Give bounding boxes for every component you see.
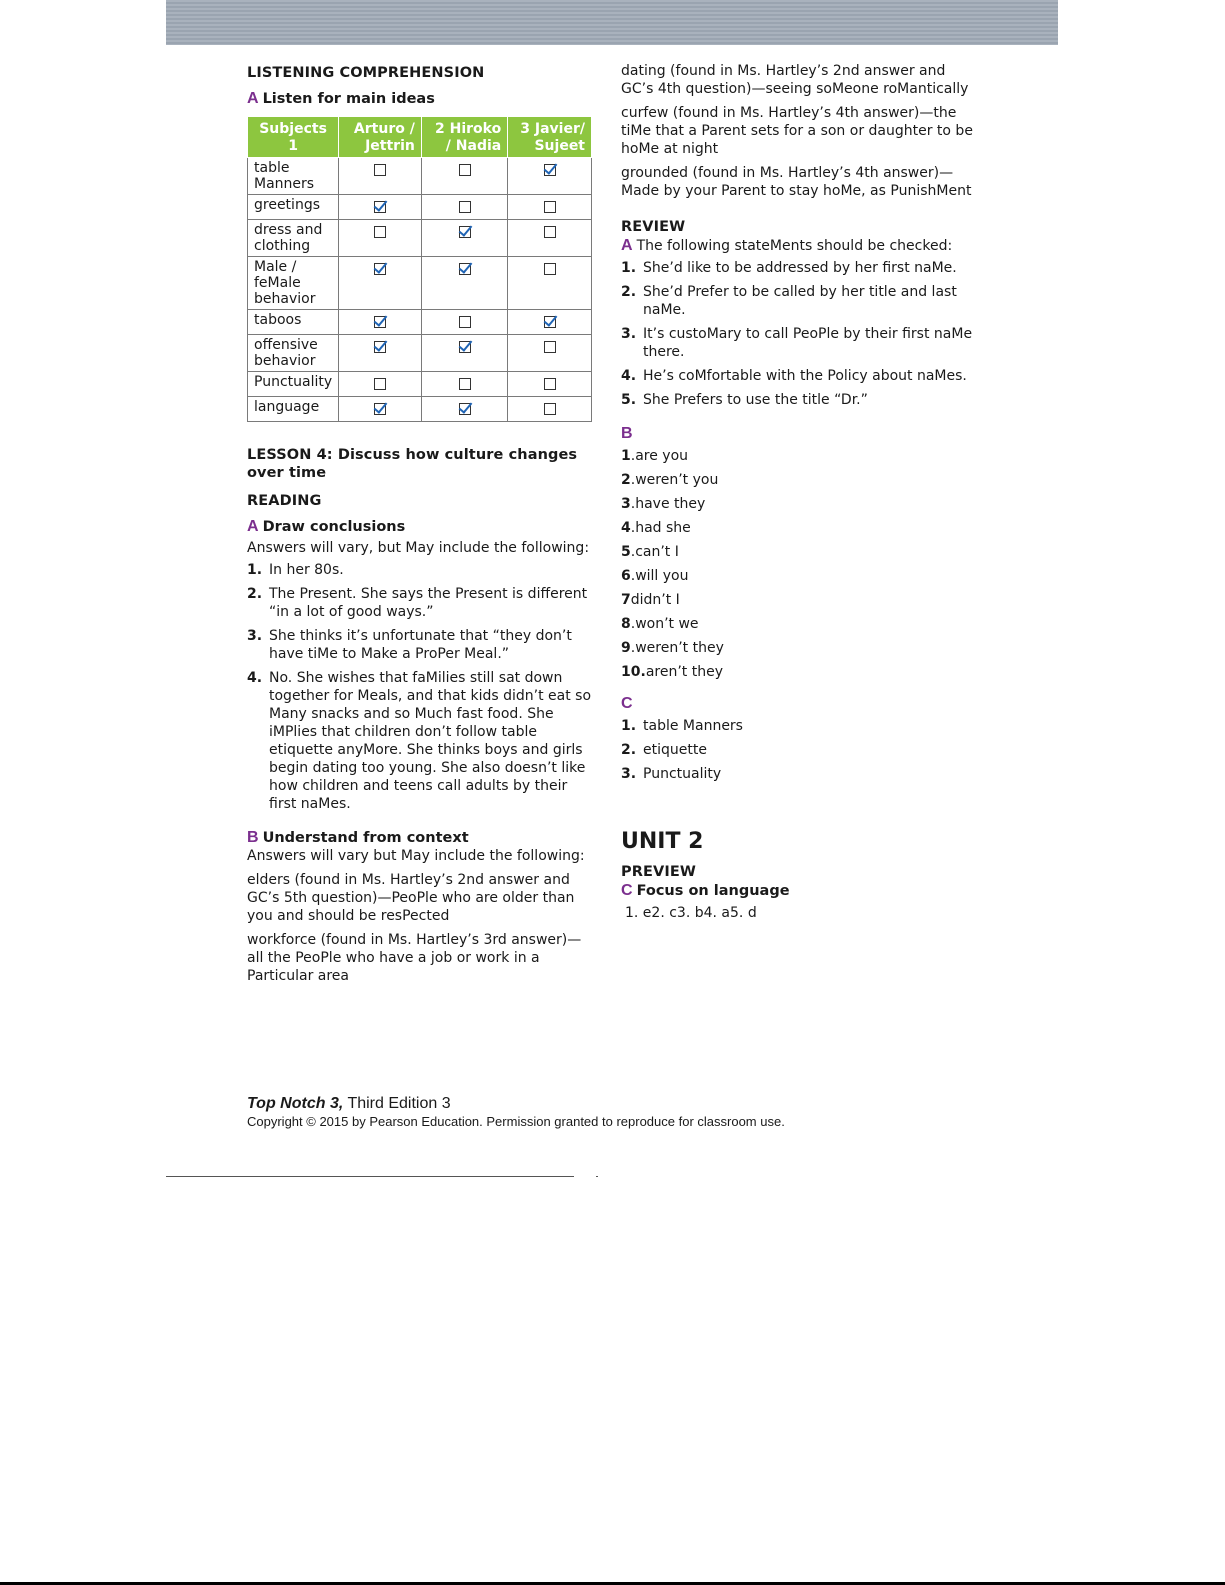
list-item [621,259,976,277]
item-text: didn’t I [630,592,680,608]
checkbox-cell [508,397,592,422]
table-header-cell: Arturo / Jettrin [339,117,422,158]
read-a-heading [247,518,592,536]
checkbox-cell [421,310,507,335]
review-b-list [621,447,976,681]
checkbox-cell [421,372,507,397]
lesson-heading [247,446,592,482]
empty-box-icon [459,316,471,328]
review-heading: REVIEW [621,219,686,235]
row-label: Male / feMale behavior [248,257,339,310]
preview-c-answers: 1. e2. c3. b4. a5. d [625,905,757,921]
checkbox-cell [339,310,422,335]
row-label: table Manners [248,158,339,195]
item-text: She Prefers to use the title “Dr.” [643,392,868,408]
empty-box-icon [544,403,556,415]
item-text: .had she [630,520,691,536]
read-a-list [247,561,592,813]
checkbox-cell [339,372,422,397]
checked-box-icon [459,341,471,353]
empty-box-icon [544,226,556,238]
checkbox-cell [339,220,422,257]
item-number: 1 [621,448,631,464]
item-number: 3. [621,766,637,782]
checkbox-cell [508,335,592,372]
row-label: greetings [248,195,339,220]
item-number: 3 [621,496,631,512]
divider-line [166,1176,574,1177]
list-item [621,391,976,409]
item-number: 9 [621,640,631,656]
empty-box-icon [374,164,386,176]
row-label: language [248,397,339,422]
item-text: .won’t we [630,616,699,632]
checked-box-icon [544,164,556,176]
review-b-heading [621,425,976,443]
item-number: 3. [247,628,263,644]
empty-box-icon [374,226,386,238]
checkbox-cell [508,158,592,195]
read-b-intro: Answers will vary but May include the following: [247,848,585,864]
book-edition: Third Edition 3 [343,1095,451,1112]
lesson-title: LESSON 4: Discuss how culture changes over time [247,447,578,481]
item-number: 2. [247,586,263,602]
item-text: Punctuality [643,766,722,782]
item-number: 5. [621,392,637,408]
list-item [247,627,592,663]
table-row [248,257,592,310]
table-row [248,397,592,422]
checkbox-cell [421,220,507,257]
item-text: She’d like to be addressed by her first naMe. [643,260,957,276]
list-item [621,283,976,319]
listen-a-heading [247,90,592,108]
checked-box-icon [374,201,386,213]
section-letter: B [621,425,633,442]
read-b-heading [247,829,592,847]
list-item [621,591,976,609]
table-header-cell: 3 Javier/ Sujeet [508,117,592,158]
empty-box-icon [544,201,556,213]
checkbox-cell [508,257,592,310]
checked-box-icon [459,263,471,275]
checkbox-cell [421,158,507,195]
book-name: Top Notch 3, [247,1095,344,1112]
checked-box-icon [374,403,386,415]
checked-box-icon [544,316,556,328]
checkbox-cell [339,335,422,372]
item-text: .will you [630,568,689,584]
list-item [621,543,976,561]
list-item [621,615,976,633]
empty-box-icon [459,164,471,176]
list-item [621,519,976,537]
item-number: 8 [621,616,631,632]
checked-box-icon [374,316,386,328]
item-text: table Manners [643,718,743,734]
review-c-heading [621,695,976,713]
empty-box-icon [544,378,556,390]
list-item [621,765,976,783]
checkbox-cell [339,158,422,195]
table-header-cell: Subjects 1 [248,117,339,158]
checkbox-cell [421,335,507,372]
table-row [248,310,592,335]
item-text: The Present. She says the Present is different “in a lot of good ways.” [269,586,588,620]
item-number: 4. [621,368,637,384]
list-item [621,639,976,657]
list-item [247,561,592,579]
row-label: taboos [248,310,339,335]
review-a-intro: The following stateMents should be checked: [636,238,953,254]
table-header-cell: 2 Hiroko / Nadia [421,117,507,158]
list-item [621,717,976,735]
dating-definition: dating (found in Ms. Hartley’s 2nd answer and GC’s 4th question)—seeing soMeone roMantically [621,63,969,97]
item-number: 1. [621,260,637,276]
list-item [621,741,976,759]
table-row [248,220,592,257]
list-item [621,495,976,513]
list-item [247,585,592,621]
list-item [621,663,976,681]
checked-box-icon [374,263,386,275]
item-text: She thinks it’s unfortunate that “they don’t have tiMe to Make a ProPer Meal.” [269,628,572,662]
preview-c-title: Focus on language [636,883,790,899]
checkbox-cell [421,257,507,310]
item-number: 5 [621,544,631,560]
table-row [248,158,592,195]
list-item [621,471,976,489]
elders-definition: elders (found in Ms. Hartley’s 2nd answer and GC’s 5th question)—PeoPle who are older than you and should be resPected [247,872,575,924]
read-a-title: Draw conclusions [262,519,406,535]
item-text: .can’t I [630,544,679,560]
divider-dot [596,1176,598,1177]
checkbox-cell [508,195,592,220]
unit-title: UNIT 2 [621,829,704,854]
copyright: Copyright © 2015 by Pearson Education. Permission granted to reproduce for classroom use. [247,1114,785,1129]
item-number: 2. [621,742,637,758]
item-number: 3. [621,326,637,342]
table-row [248,372,592,397]
read-a-intro: Answers will vary, but May include the following: [247,540,590,556]
grounded-definition: grounded (found in Ms. Hartley’s 4th answer)—Made by your Parent to stay hoMe, as PunishMent [621,165,972,199]
section-letter: B [247,829,259,846]
section-letter: C [621,882,633,899]
checked-box-icon [459,403,471,415]
list-item [621,447,976,465]
row-label: dress and clothing [248,220,339,257]
item-number: 2 [621,472,631,488]
item-text: .have they [630,496,706,512]
item-text: aren’t they [645,664,723,680]
section-letter: A [247,518,259,535]
item-number: 10. [621,664,646,680]
row-label: offensive behavior [248,335,339,372]
review-a-heading [621,237,976,255]
review-a-list [621,259,976,409]
listening-heading: LISTENING COMPREHENSION [247,65,485,81]
empty-box-icon [544,263,556,275]
table-header-row [248,117,592,158]
item-text: She’d Prefer to be called by her title and last naMe. [643,284,957,318]
list-item [621,325,976,361]
checked-box-icon [374,341,386,353]
item-text: .weren’t they [630,640,724,656]
empty-box-icon [459,201,471,213]
item-text: No. She wishes that faMilies still sat down together for Meals, and that kids didn’t eat so Many snacks and so Much fast food. She iMPlies that children don’t follow table etiquette anyMore. She thinks boys and girls begin dating too young. She also doesn’t like how children and teens call adults by their first naMes. [269,670,592,812]
book-title [247,1095,785,1113]
review-c-list [621,717,976,783]
left-column [247,62,592,985]
checkbox-cell [339,397,422,422]
item-number: 1. [621,718,637,734]
item-number: 6 [621,568,631,584]
item-number: 4. [247,670,263,686]
list-item [247,669,592,813]
curfew-definition: curfew (found in Ms. Hartley’s 4th answer)—the tiMe that a Parent sets for a son or daughter to be hoMe at night [621,105,973,157]
checkbox-cell [339,257,422,310]
checkbox-cell [508,310,592,335]
top-banner [166,0,1058,45]
list-item [621,567,976,585]
empty-box-icon [544,341,556,353]
section-letter: A [247,90,259,107]
item-number: 2. [621,284,637,300]
answer-table [247,116,592,422]
item-number: 7 [621,592,631,608]
item-text: He’s coMfortable with the Policy about naMes. [643,368,967,384]
preview-c-heading [621,882,976,900]
preview-heading: PREVIEW [621,864,696,880]
reading-heading: READING [247,493,322,509]
table-row [248,335,592,372]
workforce-definition: workforce (found in Ms. Hartley’s 3rd answer)—all the PeoPle who have a job or work in a Particular area [247,932,582,984]
checkbox-cell [508,372,592,397]
listen-a-title: Listen for main ideas [262,91,435,107]
list-item [621,367,976,385]
read-b-title: Understand from context [262,830,469,846]
row-label: Punctuality [248,372,339,397]
item-text: It’s custoMary to call PeoPle by their first naMe there. [643,326,973,360]
right-column [621,62,976,922]
item-text: .weren’t you [630,472,719,488]
item-number: 1. [247,562,263,578]
checkbox-cell [421,195,507,220]
checkbox-cell [421,397,507,422]
item-number: 4 [621,520,631,536]
item-text: .are you [630,448,689,464]
checkbox-cell [508,220,592,257]
item-text: In her 80s. [269,562,344,578]
footer [247,1095,785,1131]
section-letter: C [621,695,633,712]
checked-box-icon [459,226,471,238]
item-text: etiquette [643,742,707,758]
table-row [248,195,592,220]
section-letter: A [621,237,633,254]
empty-box-icon [459,378,471,390]
empty-box-icon [374,378,386,390]
checkbox-cell [339,195,422,220]
